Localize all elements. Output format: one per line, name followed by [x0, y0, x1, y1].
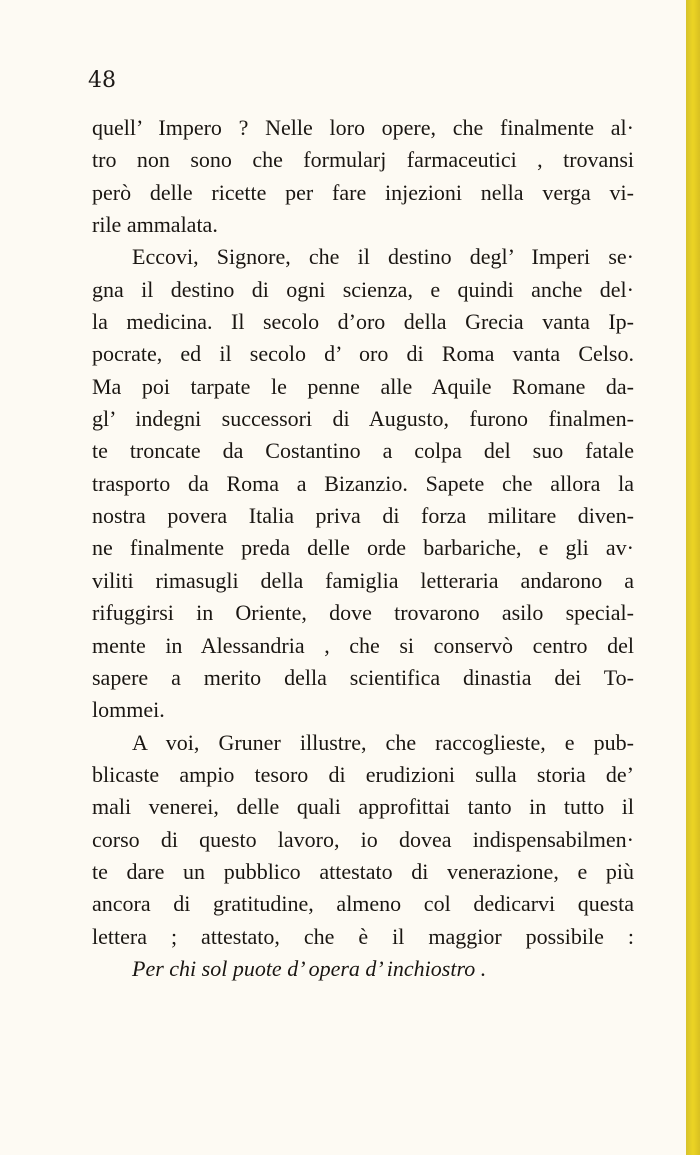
page-edge — [686, 0, 700, 1155]
text-line: rifuggirsi in Oriente, dove trovarono asilo special- — [92, 600, 634, 626]
text-line: trasporto da Roma a Bizanzio. Sapete che allora la — [92, 470, 634, 496]
text-line: gl’ indegni successori di Augusto, furono finalmen- — [92, 406, 634, 432]
text-line: Eccovi, Signore, che il destino degl’ Imperi se· — [132, 244, 634, 270]
text-line: Ma poi tarpate le penne alle Aquile Romane da- — [92, 373, 634, 399]
page-number: 48 — [88, 68, 116, 93]
text-line: Per chi sol puote d’ opera d’ inchiostro . — [132, 955, 487, 981]
text-line: corso di questo lavoro, io dovea indispensabilmen· — [92, 826, 634, 852]
text-line: però delle ricette per fare injezioni nella verga vi- — [92, 179, 634, 205]
text-line: gna il destino di ogni scienza, e quindi anche del· — [92, 276, 634, 302]
text-line: viliti rimasugli della famiglia letteraria andarono a — [92, 567, 634, 593]
text-line: pocrate, ed il secolo d’ oro di Roma vanta Celso. — [92, 341, 634, 367]
text-line: mente in Alessandria , che si conservò centro del — [92, 632, 634, 658]
text-line: rile ammalata. — [92, 212, 218, 238]
text-line: nostra povera Italia priva di forza militare diven- — [92, 503, 634, 529]
text-line: te troncate da Costantino a colpa del suo fatale — [92, 438, 634, 464]
text-line: tro non sono che formularj farmaceutici , trovansi — [92, 147, 634, 173]
text-line: blicaste ampio tesoro di erudizioni sulla storia de’ — [92, 761, 634, 787]
text-line: ne finalmente preda delle orde barbariche, e gli av· — [92, 535, 634, 561]
text-line: te dare un pubblico attestato di venerazione, e più — [92, 858, 634, 884]
body-text — [92, 112, 634, 985]
text-line: la medicina. Il secolo d’oro della Grecia vanta Ip- — [92, 309, 634, 335]
text-line: quell’ Impero ? Nelle loro opere, che finalmente al· — [92, 115, 634, 140]
text-line: ancora di gratitudine, almeno col dedicarvi questa — [92, 891, 634, 917]
text-line: mali venerei, delle quali approfittai tanto in tutto il — [92, 794, 634, 820]
text-line: A voi, Gruner illustre, che raccoglieste, e pub- — [132, 729, 634, 755]
text-line: lettera ; attestato, che è il maggior possibile : — [92, 923, 634, 949]
text-line: sapere a merito della scientifica dinastia dei To- — [92, 664, 634, 690]
text-line: lommei. — [92, 697, 165, 723]
